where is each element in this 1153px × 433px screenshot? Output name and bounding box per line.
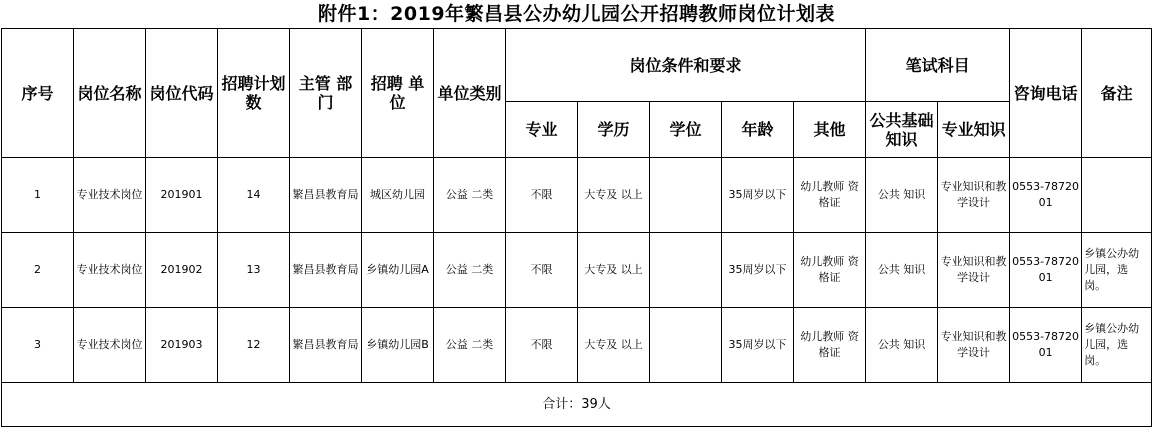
header-degree: 学位 <box>650 102 722 158</box>
cell-unit-type: 公益 二类 <box>434 158 506 233</box>
header-major: 专业 <box>506 102 578 158</box>
cell-degree <box>650 233 722 308</box>
cell-phone: 0553-7872001 <box>1010 158 1082 233</box>
cell-position-code: 201903 <box>146 308 218 383</box>
header-age: 年龄 <box>722 102 794 158</box>
cell-degree <box>650 308 722 383</box>
cell-major: 不限 <box>506 308 578 383</box>
recruitment-plan-table <box>1 28 1152 427</box>
cell-other: 幼儿教师 资格证 <box>794 233 866 308</box>
cell-position-name: 专业技术岗位 <box>74 308 146 383</box>
table-row <box>2 158 1152 233</box>
cell-remarks <box>1082 158 1152 233</box>
header-conditions: 岗位条件和要求 <box>506 29 866 102</box>
header-written-exam: 笔试科目 <box>866 29 1010 102</box>
header-seq: 序号 <box>2 29 74 158</box>
cell-education: 大专及 以上 <box>578 233 650 308</box>
document-title: 附件1：2019年繁昌县公办幼儿园公开招聘教师岗位计划表 <box>317 3 836 25</box>
cell-phone: 0553-7872001 <box>1010 308 1082 383</box>
cell-age: 35周岁以下 <box>722 308 794 383</box>
cell-unit-type: 公益 二类 <box>434 233 506 308</box>
cell-recruiting-unit: 城区幼儿园 <box>362 158 434 233</box>
cell-education: 大专及 以上 <box>578 308 650 383</box>
cell-recruiting-unit: 乡镇幼儿园A <box>362 233 434 308</box>
cell-professional-knowledge: 专业知识和教学设计 <box>938 233 1010 308</box>
total-row <box>2 383 1152 427</box>
cell-position-name: 专业技术岗位 <box>74 233 146 308</box>
cell-professional-knowledge: 专业知识和教学设计 <box>938 308 1010 383</box>
cell-seq: 1 <box>2 158 74 233</box>
cell-public-knowledge: 公共 知识 <box>866 308 938 383</box>
cell-position-name: 专业技术岗位 <box>74 158 146 233</box>
header-other: 其他 <box>794 102 866 158</box>
cell-unit-type: 公益 二类 <box>434 308 506 383</box>
cell-authority: 繁昌县教育局 <box>290 158 362 233</box>
cell-position-code: 201902 <box>146 233 218 308</box>
cell-major: 不限 <box>506 158 578 233</box>
header-position-name: 岗位名称 <box>74 29 146 158</box>
header-professional-knowledge: 专业知识 <box>938 102 1010 158</box>
cell-phone: 0553-7872001 <box>1010 233 1082 308</box>
cell-age: 35周岁以下 <box>722 233 794 308</box>
cell-plan-count: 13 <box>218 233 290 308</box>
total-cell: 合计：39人 <box>2 383 1152 427</box>
cell-education: 大专及 以上 <box>578 158 650 233</box>
header-position-code: 岗位代码 <box>146 29 218 158</box>
header-education: 学历 <box>578 102 650 158</box>
cell-seq: 3 <box>2 308 74 383</box>
header-row-1 <box>2 29 1152 102</box>
table-row <box>2 308 1152 383</box>
header-authority: 主管 部门 <box>290 29 362 158</box>
cell-degree <box>650 158 722 233</box>
table-row <box>2 233 1152 308</box>
cell-plan-count: 12 <box>218 308 290 383</box>
cell-professional-knowledge: 专业知识和教学设计 <box>938 158 1010 233</box>
cell-public-knowledge: 公共 知识 <box>866 233 938 308</box>
cell-major: 不限 <box>506 233 578 308</box>
header-public-knowledge: 公共基础知识 <box>866 102 938 158</box>
cell-position-code: 201901 <box>146 158 218 233</box>
cell-age: 35周岁以下 <box>722 158 794 233</box>
cell-seq: 2 <box>2 233 74 308</box>
header-recruiting-unit: 招聘 单位 <box>362 29 434 158</box>
header-phone: 咨询电话 <box>1010 29 1082 158</box>
cell-recruiting-unit: 乡镇幼儿园B <box>362 308 434 383</box>
header-plan-count: 招聘计划数 <box>218 29 290 158</box>
cell-plan-count: 14 <box>218 158 290 233</box>
cell-authority: 繁昌县教育局 <box>290 308 362 383</box>
cell-other: 幼儿教师 资格证 <box>794 158 866 233</box>
cell-authority: 繁昌县教育局 <box>290 233 362 308</box>
cell-public-knowledge: 公共 知识 <box>866 158 938 233</box>
header-remarks: 备注 <box>1082 29 1152 158</box>
cell-remarks: 乡镇公办幼儿园，选岗。 <box>1082 233 1152 308</box>
cell-other: 幼儿教师 资格证 <box>794 308 866 383</box>
cell-remarks: 乡镇公办幼儿园，选岗。 <box>1082 308 1152 383</box>
header-unit-type: 单位类别 <box>434 29 506 158</box>
